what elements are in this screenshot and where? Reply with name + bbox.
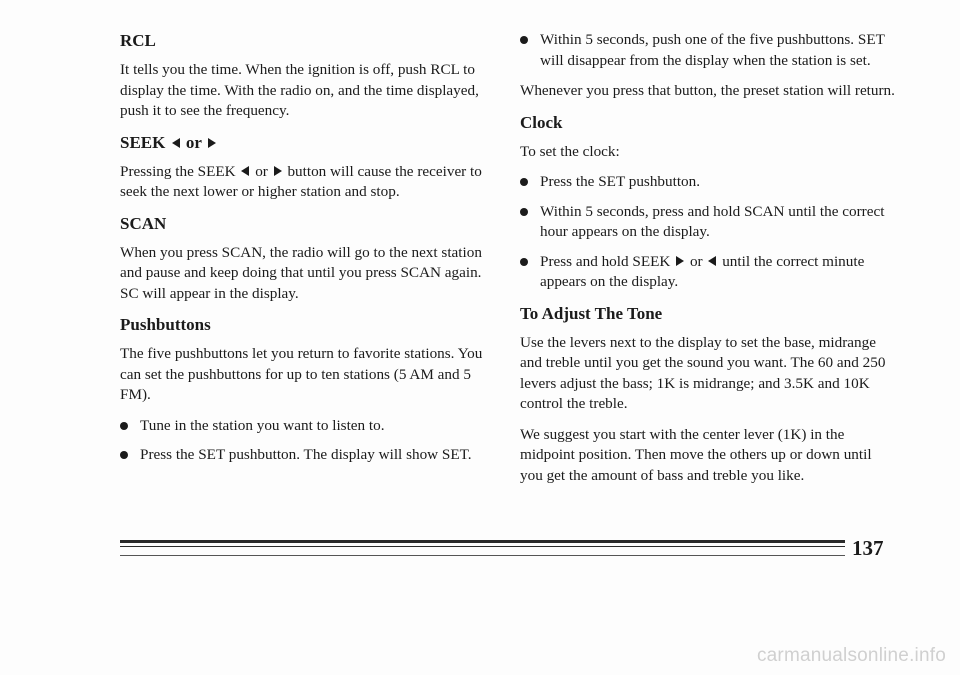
heading-rcl: RCL — [120, 31, 156, 50]
seek-text-c: button will cause the receiver to seek the next lower or higher station and stop. — [120, 162, 482, 200]
list-item — [120, 416, 490, 437]
watermark: carmanualsonline.info — [756, 645, 946, 666]
right-column — [520, 30, 895, 496]
list-item — [520, 30, 895, 71]
footer-rule-lower — [120, 555, 845, 556]
heading-seek-or: or — [185, 132, 202, 152]
bullet-icon — [120, 422, 128, 430]
list-item — [520, 252, 895, 293]
preset-text: Whenever you press that button, the preset station will return. — [520, 82, 895, 99]
seek-right-arrow-icon — [676, 256, 684, 266]
bullet-icon — [120, 451, 128, 459]
list-item-text: Within 5 seconds, push one of the five pushbuttons. SET will disappear from the display when the station is set. — [540, 31, 885, 69]
heading-tone: To Adjust The Tone — [520, 303, 663, 323]
section-pushbuttons — [120, 314, 490, 466]
section-tone — [520, 303, 895, 487]
rcl-text: It tells you the time. When the ignition is off, push RCL to display the time. With the radio on, and the time displayed, push it to see the frequency. — [120, 61, 479, 119]
list-item-text-a: Press and hold SEEK — [540, 252, 671, 270]
footer-rule-thick — [120, 540, 845, 543]
preset-list — [520, 30, 895, 71]
list-item-text-c: until the correct minute appears on the display. — [540, 252, 865, 290]
list-item-text-b: or — [689, 252, 703, 270]
seek-right-arrow-icon — [208, 138, 216, 148]
clock-intro: To set the clock: — [520, 142, 620, 160]
section-clock — [520, 112, 895, 293]
bullet-icon — [520, 258, 528, 266]
list-item-text: Tune in the station you want to listen to. — [140, 416, 385, 434]
seek-text-b: or — [255, 162, 268, 180]
bullet-icon — [520, 208, 528, 216]
list-item — [120, 445, 490, 466]
clock-list — [520, 172, 895, 293]
seek-left-arrow-icon — [708, 256, 716, 266]
seek-right-arrow-icon — [274, 166, 282, 176]
footer-rule-thin — [120, 546, 845, 547]
heading-seek-label: SEEK — [120, 132, 166, 152]
seek-text — [120, 162, 490, 203]
left-column — [120, 30, 490, 476]
section-scan — [120, 213, 490, 305]
list-item — [520, 202, 895, 243]
tone-text-1: Use the levers next to the display to set the base, midrange and treble until you get the sound you want. The 60 and 250 levers adjust the bass; 1K is midrange; and 3.5K and 10K control the treble. — [520, 333, 886, 412]
section-rcl — [120, 30, 490, 122]
bullet-icon — [520, 36, 528, 44]
list-item-text: Press the SET pushbutton. — [540, 173, 701, 190]
section-seek — [120, 132, 490, 203]
heading-pushbuttons: Pushbuttons — [120, 315, 211, 334]
tone-text-2: We suggest you start with the center lever (1K) in the midpoint position. Then move the others up or down until you get the amount of bass and treble you like. — [520, 425, 872, 484]
seek-text-a: Pressing the SEEK — [120, 162, 236, 180]
page-number: 137 — [852, 536, 884, 560]
pushbuttons-text: The five pushbuttons let you return to favorite stations. You can set the pushbuttons for up to ten stations (5 AM and 5 FM). — [120, 345, 483, 403]
heading-scan: SCAN — [120, 213, 167, 233]
heading-seek — [120, 132, 490, 154]
seek-left-arrow-icon — [172, 138, 180, 148]
bullet-icon — [520, 178, 528, 186]
pushbuttons-list — [120, 416, 490, 466]
scan-text: When you press SCAN, the radio will go to the next station and pause and keep doing that until you press SCAN again. SC will appear in the display. — [120, 243, 482, 302]
list-item-text: Within 5 seconds, press and hold SCAN until the correct hour appears on the display. — [540, 202, 885, 240]
heading-clock: Clock — [520, 112, 563, 132]
list-item-text: Press the SET pushbutton. The display will show SET. — [140, 446, 472, 463]
section-preset — [520, 30, 895, 102]
list-item — [520, 172, 895, 193]
seek-left-arrow-icon — [241, 166, 249, 176]
